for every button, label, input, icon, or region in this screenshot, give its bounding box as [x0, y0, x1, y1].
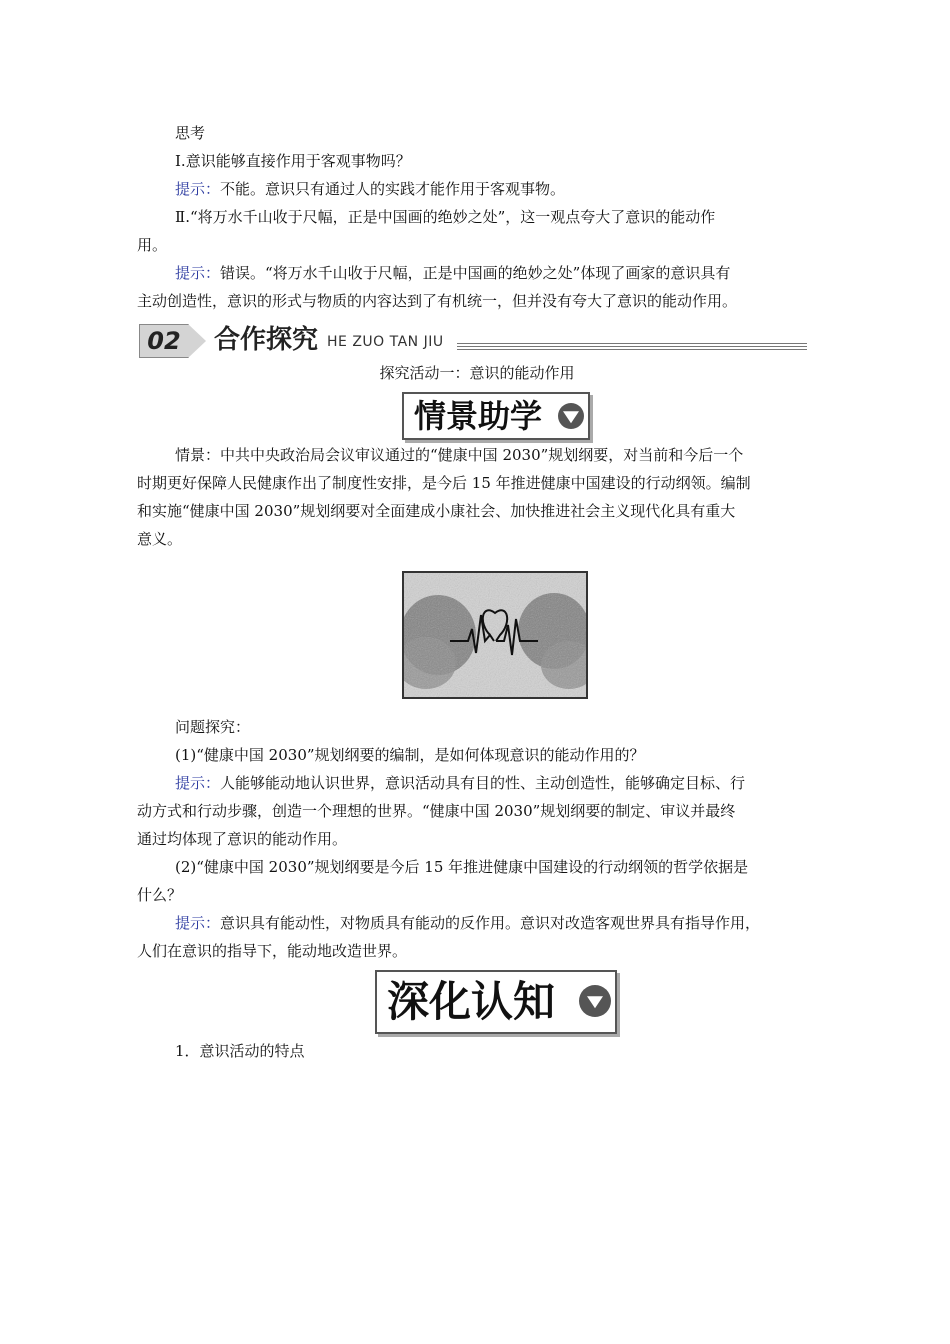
- question-2-line2: 什么？: [137, 886, 183, 904]
- think-answer-2-line1: [175, 263, 855, 283]
- think-question-2-line1: Ⅱ.“将万水千山收于尺幅，正是中国画的绝妙之处”，这一观点夸大了意识的能动作: [175, 208, 716, 226]
- think-heading: 思考: [175, 124, 206, 142]
- think-question-1: Ⅰ.意识能够直接作用于客观事物吗？: [175, 152, 411, 170]
- answer-2-line1: [175, 913, 855, 933]
- think-answer-1: [175, 179, 855, 199]
- hint-label: 提示：: [175, 180, 221, 198]
- hint-label: 提示：: [175, 264, 221, 282]
- answer-1-line3: 通过均体现了意识的能动作用。: [137, 830, 348, 848]
- question-2-line1: (2)“健康中国 2030”规划纲要是今后 15 年推进健康中国建设的行动纲领的哲学依据是: [175, 858, 749, 876]
- heartbeat-illustration: [404, 573, 586, 697]
- box-heading-deepen: [375, 970, 617, 1034]
- box-heading-text: 情景助学: [414, 397, 543, 435]
- hint-label: 提示：: [175, 774, 221, 792]
- activity-title: 探究活动一：意识的能动作用: [379, 364, 575, 382]
- section-number: 02: [139, 324, 189, 358]
- answer-1-line2: 动方式和行动步骤，创造一个理想的世界。“健康中国 2030”规划纲要的制定、审议并最终: [137, 802, 736, 820]
- banner-arrow: [188, 324, 206, 358]
- answer-text: 意识具有能动性，对物质具有能动的反作用。意识对改造客观世界具有指导作用，: [220, 914, 761, 932]
- answer-text: 错误。“将万水千山收于尺幅，正是中国画的绝妙之处”体现了画家的意识具有: [220, 264, 731, 282]
- point-1: 1．意识活动的特点: [175, 1042, 305, 1060]
- triangle-down-icon: [579, 985, 611, 1017]
- banner-rules: [457, 343, 807, 352]
- box-heading-text: 深化认知: [387, 977, 556, 1026]
- answer-text: 不能。意识只有通过人的实践才能作用于客观事物。: [220, 180, 566, 198]
- answer-text: 人能够能动地认识世界，意识活动具有目的性、主动创造性，能够确定目标、行: [220, 774, 746, 792]
- heartbeat-hands-image: [402, 571, 588, 699]
- answer-2-line2: 人们在意识的指导下，能动地改造世界。: [137, 942, 408, 960]
- scene-line-1: 情景：中共中央政治局会议审议通过的“健康中国 2030”规划纲要，对当前和今后一个: [175, 446, 744, 464]
- scene-line-4: 意义。: [137, 530, 183, 548]
- questions-heading: 问题探究：: [175, 718, 251, 736]
- scene-line-2: 时期更好保障人民健康作出了制度性安排，是今后 15 年推进健康中国建设的行动纲领。编制: [137, 474, 751, 492]
- answer-1-line1: [175, 773, 855, 793]
- scene-line-3: 和实施“健康中国 2030”规划纲要对全面建成小康社会、加快推进社会主义现代化具有重大: [137, 502, 736, 520]
- triangle-down-icon: [558, 403, 584, 429]
- section-pinyin: HE ZUO TAN JIU: [327, 334, 444, 350]
- section-banner: [139, 322, 807, 360]
- hint-label: 提示：: [175, 914, 221, 932]
- box-heading-scene: [402, 392, 590, 440]
- question-1: (1)“健康中国 2030”规划纲要的编制，是如何体现意识的能动作用的？: [175, 746, 645, 764]
- section-title: 合作探究: [214, 325, 319, 355]
- think-answer-2-line2: 主动创造性，意识的形式与物质的内容达到了有机统一，但并没有夸大了意识的能动作用。: [137, 292, 738, 310]
- think-question-2-line2: 用。: [137, 236, 168, 254]
